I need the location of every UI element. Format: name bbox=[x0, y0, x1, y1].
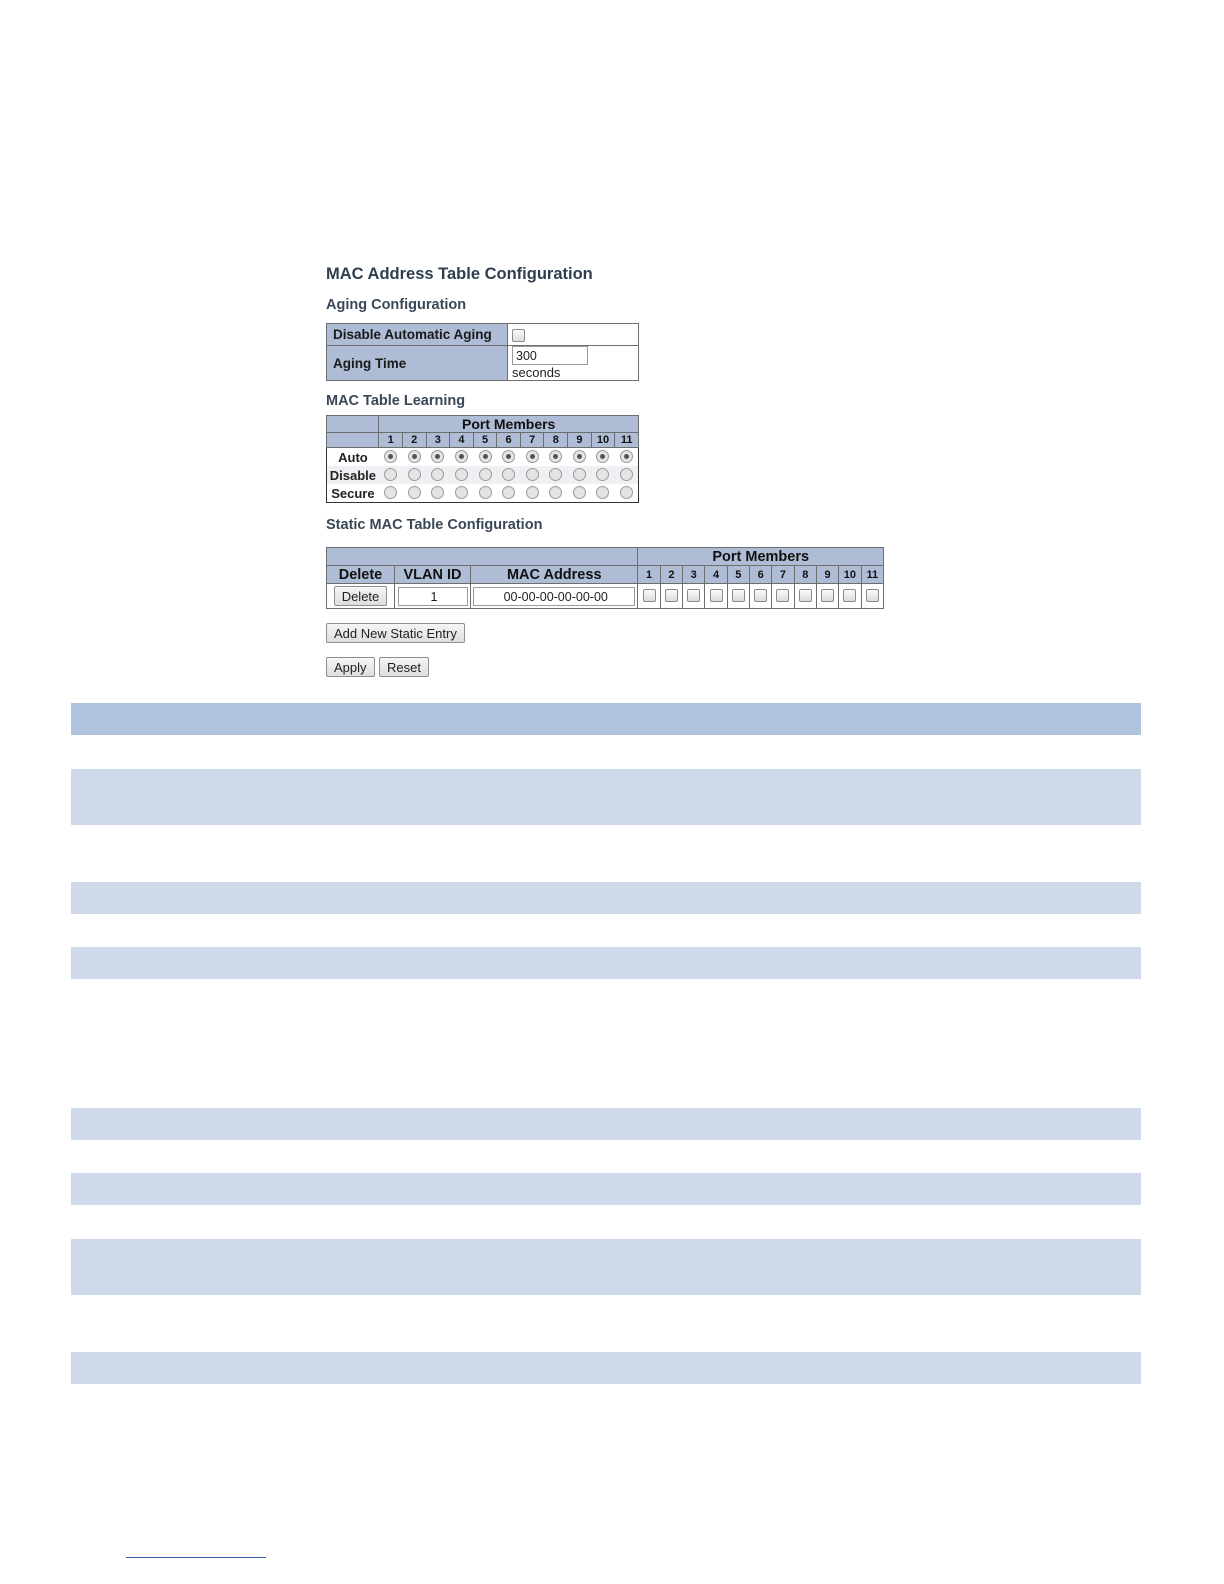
port-member-checkbox[interactable] bbox=[776, 589, 789, 602]
learning-radio[interactable] bbox=[549, 486, 562, 499]
learning-radio[interactable] bbox=[384, 468, 397, 481]
learning-radio[interactable] bbox=[620, 450, 633, 463]
learning-port-4: 4 bbox=[450, 433, 474, 448]
static-heading: Static MAC Table Configuration bbox=[326, 517, 543, 533]
learning-table bbox=[326, 415, 639, 503]
learning-radio[interactable] bbox=[431, 450, 444, 463]
port-member-checkbox[interactable] bbox=[687, 589, 700, 602]
learning-radio[interactable] bbox=[596, 486, 609, 499]
static-port-11: 11 bbox=[861, 566, 883, 584]
learning-port-6: 6 bbox=[497, 433, 521, 448]
learning-radio[interactable] bbox=[455, 486, 468, 499]
learning-port-9: 9 bbox=[568, 433, 592, 448]
aging-time-unit: seconds bbox=[512, 365, 561, 380]
doc-table-row bbox=[71, 769, 1141, 825]
learning-port-2: 2 bbox=[402, 433, 426, 448]
port-member-checkbox[interactable] bbox=[866, 589, 879, 602]
mac-config-panel bbox=[326, 263, 906, 677]
learning-port-5: 5 bbox=[473, 433, 497, 448]
static-port-1: 1 bbox=[638, 566, 660, 584]
learning-radio[interactable] bbox=[549, 450, 562, 463]
disable-aging-label: Disable Automatic Aging bbox=[327, 324, 508, 346]
port-member-checkbox[interactable] bbox=[710, 589, 723, 602]
disable-aging-checkbox[interactable] bbox=[512, 329, 525, 342]
static-port-6: 6 bbox=[750, 566, 772, 584]
learning-row-disable bbox=[327, 466, 639, 484]
static-port-4: 4 bbox=[705, 566, 727, 584]
learning-radio[interactable] bbox=[455, 450, 468, 463]
learning-radio[interactable] bbox=[620, 486, 633, 499]
learning-port-3: 3 bbox=[426, 433, 450, 448]
static-table bbox=[326, 547, 884, 609]
doc-table-row bbox=[71, 882, 1141, 914]
learning-radio[interactable] bbox=[479, 450, 492, 463]
learning-radio[interactable] bbox=[596, 468, 609, 481]
mac-address-input[interactable]: 00-00-00-00-00-00 bbox=[473, 587, 635, 606]
learning-radio[interactable] bbox=[479, 486, 492, 499]
static-port-3: 3 bbox=[683, 566, 705, 584]
port-member-checkbox[interactable] bbox=[665, 589, 678, 602]
learning-radio[interactable] bbox=[384, 450, 397, 463]
doc-table-row bbox=[71, 1108, 1141, 1140]
learning-radio[interactable] bbox=[573, 486, 586, 499]
col-delete: Delete bbox=[327, 566, 395, 584]
learning-radio[interactable] bbox=[573, 468, 586, 481]
aging-time-label: Aging Time bbox=[327, 346, 508, 381]
learning-radio[interactable] bbox=[596, 450, 609, 463]
port-member-checkbox[interactable] bbox=[843, 589, 856, 602]
static-port-2: 2 bbox=[660, 566, 682, 584]
learning-row-label: Secure bbox=[327, 484, 379, 503]
col-vlan-id: VLAN ID bbox=[394, 566, 470, 584]
aging-table bbox=[326, 323, 639, 381]
doc-table-row bbox=[71, 1239, 1141, 1295]
learning-port-11: 11 bbox=[615, 433, 639, 448]
port-member-checkbox[interactable] bbox=[799, 589, 812, 602]
learning-radio[interactable] bbox=[408, 450, 421, 463]
learning-row-label: Disable bbox=[327, 466, 379, 484]
delete-entry-button[interactable]: Delete bbox=[334, 586, 388, 606]
learning-radio[interactable] bbox=[408, 468, 421, 481]
learning-radio[interactable] bbox=[526, 450, 539, 463]
add-new-static-entry-button[interactable]: Add New Static Entry bbox=[326, 623, 465, 643]
learning-radio[interactable] bbox=[431, 468, 444, 481]
learning-port-10: 10 bbox=[591, 433, 615, 448]
static-port-9: 9 bbox=[816, 566, 838, 584]
page-title: MAC Address Table Configuration bbox=[326, 265, 593, 283]
static-port-10: 10 bbox=[839, 566, 861, 584]
learning-row-secure bbox=[327, 484, 639, 503]
learning-radio[interactable] bbox=[526, 486, 539, 499]
static-entry-row bbox=[327, 584, 884, 609]
learning-radio[interactable] bbox=[384, 486, 397, 499]
learning-radio[interactable] bbox=[573, 450, 586, 463]
footnote-rule bbox=[126, 1557, 266, 1558]
learning-row-auto bbox=[327, 448, 639, 467]
doc-table-row bbox=[71, 1173, 1141, 1205]
learning-port-8: 8 bbox=[544, 433, 568, 448]
aging-time-input[interactable]: 300 bbox=[512, 346, 588, 365]
static-port-5: 5 bbox=[727, 566, 749, 584]
learning-port-members-header: Port Members bbox=[379, 416, 639, 433]
apply-button[interactable]: Apply bbox=[326, 657, 375, 677]
port-member-checkbox[interactable] bbox=[821, 589, 834, 602]
learning-heading: MAC Table Learning bbox=[326, 393, 466, 409]
learning-radio[interactable] bbox=[455, 468, 468, 481]
port-member-checkbox[interactable] bbox=[754, 589, 767, 602]
learning-radio[interactable] bbox=[502, 450, 515, 463]
doc-table-row bbox=[71, 1352, 1141, 1384]
aging-heading: Aging Configuration bbox=[326, 297, 467, 313]
port-member-checkbox[interactable] bbox=[643, 589, 656, 602]
learning-radio[interactable] bbox=[549, 468, 562, 481]
port-member-checkbox[interactable] bbox=[732, 589, 745, 602]
static-port-8: 8 bbox=[794, 566, 816, 584]
learning-radio[interactable] bbox=[479, 468, 492, 481]
vlan-id-input[interactable]: 1 bbox=[398, 587, 468, 606]
learning-radio[interactable] bbox=[502, 486, 515, 499]
doc-table-header bbox=[71, 703, 1141, 735]
learning-radio[interactable] bbox=[431, 486, 444, 499]
learning-radio[interactable] bbox=[526, 468, 539, 481]
static-port-7: 7 bbox=[772, 566, 794, 584]
learning-row-label: Auto bbox=[327, 448, 379, 467]
learning-radio[interactable] bbox=[620, 468, 633, 481]
doc-table-row bbox=[71, 947, 1141, 979]
col-mac-address: MAC Address bbox=[471, 566, 638, 584]
learning-port-1: 1 bbox=[379, 433, 403, 448]
learning-radio[interactable] bbox=[502, 468, 515, 481]
learning-port-7: 7 bbox=[520, 433, 544, 448]
reset-button[interactable]: Reset bbox=[379, 657, 429, 677]
learning-radio[interactable] bbox=[408, 486, 421, 499]
static-port-members-header: Port Members bbox=[638, 548, 884, 566]
